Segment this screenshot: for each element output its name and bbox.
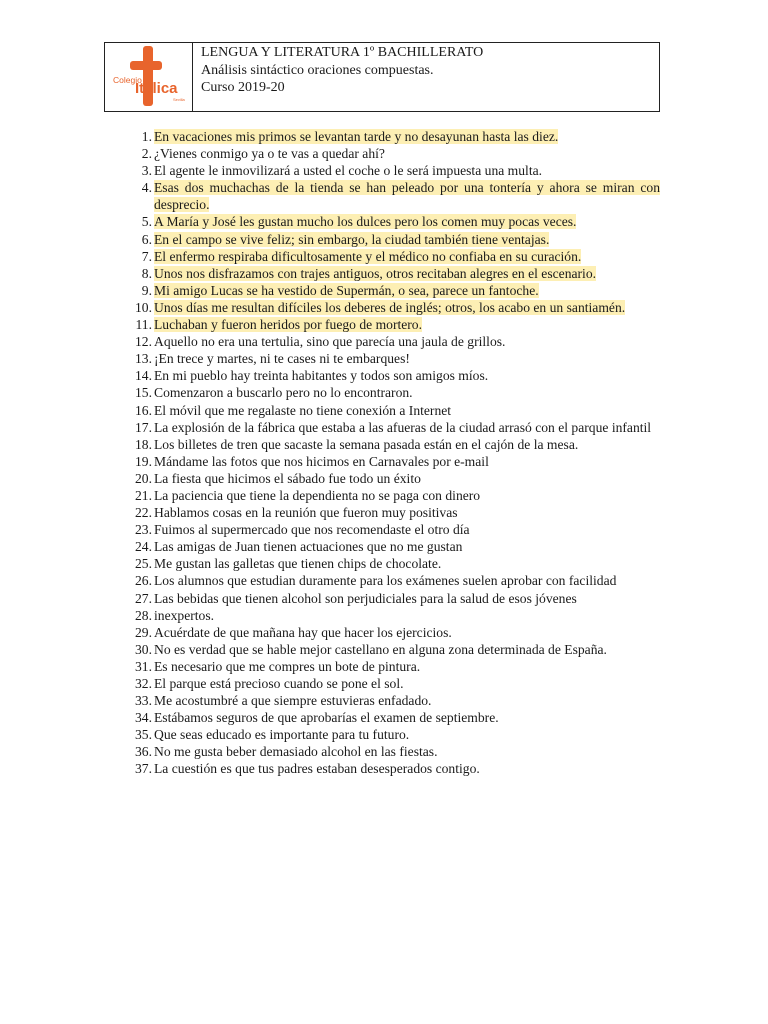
sentence-number: 34. [135,710,152,726]
sentence-item [128,521,660,538]
sentence-item [128,367,660,384]
sentence-text: La explosión de la fábrica que estaba a las afueras de la ciudad arrasó con el parque infantil [154,419,652,435]
sentence-text-block [154,265,660,282]
sentence-text-block [154,213,660,230]
sentence-text-block [154,709,660,726]
course-subtitle: Análisis sintáctico oraciones compuestas. [201,62,434,78]
sentence-text: Comenzaron a buscarlo pero no lo encontraron. [154,385,413,401]
sentence-text: Las bebidas que tienen alcohol son perjudiciales para la salud de esos jóvenes [154,590,577,606]
sentence-number: 16. [135,402,152,418]
sentence-number: 15. [135,385,152,401]
logo-text-colegio: Colegio [113,75,142,85]
sentence-item [128,419,660,436]
sentence-item [128,726,660,743]
sentence-item [128,504,660,521]
sentence-text-block [154,145,660,162]
sentence-text: Es necesario que me compres un bote de pintura. [154,658,421,674]
sentence-number: 33. [135,693,152,709]
sentence-text: ¿Vienes conmigo ya o te vas a quedar ahí? [154,146,385,162]
sentence-item [128,436,660,453]
sentence-number: 14. [135,368,152,384]
sentence-item [128,299,660,316]
sentence-text: Los alumnos que estudian duramente para los exámenes suelen aprobar con facilidad [154,573,617,589]
sentence-number: 23. [135,522,152,538]
sentence-number: 31. [135,658,152,674]
sentence-text: La fiesta que hicimos el sábado fue todo un éxito [154,470,421,486]
course-info [193,43,483,111]
sentence-item [128,402,660,419]
sentence-text-block [154,248,660,265]
sentence-item [128,760,660,777]
sentence-text-block [154,282,660,299]
sentence-text-block [154,624,660,641]
sentence-number: 35. [135,727,152,743]
sentence-text: Hablamos cosas en la reunión que fueron muy positivas [154,505,458,521]
sentence-text: Aquello no era una tertulia, sino que parecía una jaula de grillos. [154,334,506,350]
course-title: LENGUA Y LITERATURA 1º BACHILLERATO [201,45,484,60]
sentence-text: Las amigas de Juan tienen actuaciones que no me gustan [154,539,463,555]
sentence-text: Me acostumbré a que siempre estuvieras enfadado. [154,693,432,709]
sentence-text-block [154,572,660,589]
sentence-item [128,675,660,692]
sentence-text-block [154,231,660,248]
sentence-number: 5. [141,214,152,230]
sentence-item [128,248,660,265]
sentence-item [128,384,660,401]
sentence-text-block [154,675,660,692]
sentence-text: Unos días me resultan difíciles los deberes de inglés; otros, los acabo en un santiamén. [154,299,626,315]
sentence-item [128,641,660,658]
sentence-text: A María y José les gustan mucho los dulces pero los comen muy pocas veces. [154,214,577,230]
sentence-number: 20. [135,470,152,486]
sentence-item [128,590,660,607]
sentence-text: Los billetes de tren que sacaste la semana pasada están en el cajón de la mesa. [154,436,579,452]
sentence-number: 13. [135,351,152,367]
sentence-text-block [154,384,660,401]
sentence-item [128,692,660,709]
sentence-text-block [154,316,660,333]
sentence-item [128,333,660,350]
sentence-text-block [154,590,660,607]
sentence-text-block [154,162,660,179]
sentence-text-block [154,504,660,521]
sentence-text-block [154,179,660,213]
sentence-text-block [154,658,660,675]
sentence-text: Estábamos seguros de que aprobarías el examen de septiembre. [154,710,499,726]
sentence-text: En vacaciones mis primos se levantan tarde y no desayunan hasta las diez. [154,129,559,144]
sentence-item [128,213,660,230]
sentence-item [128,179,660,213]
sentence-number: 11. [135,317,152,333]
sentence-text: Me gustan las galletas que tienen chips de chocolate. [154,556,442,572]
sentence-text-block [154,641,660,658]
sentence-list [128,128,660,778]
sentence-text: La cuestión es que tus padres estaban desesperados contigo. [154,761,480,777]
header-table [104,42,660,112]
sentence-item [128,538,660,555]
sentence-text-block [154,692,660,709]
sentence-number: 17. [135,419,152,435]
sentence-item [128,231,660,248]
sentence-text-block [154,538,660,555]
sentence-number: 26. [135,573,152,589]
sentence-text: Esas dos muchachas de la tienda se han peleado por una tontería y ahora se miran con desprecio. [154,180,660,213]
sentence-number: 22. [135,505,152,521]
sentence-item [128,658,660,675]
sentence-item [128,743,660,760]
sentence-text-block [154,470,660,487]
sentence-text: El móvil que me regalaste no tiene conexión a Internet [154,402,452,418]
sentence-text-block [154,555,660,572]
course-year: Curso 2019-20 [201,80,285,95]
sentence-text: Mándame las fotos que nos hicimos en Carnavales por e-mail [154,453,489,469]
sentence-item [128,709,660,726]
sentence-number: 25. [135,556,152,572]
sentence-item [128,316,660,333]
cross-logo-icon [105,43,193,111]
sentence-item [128,607,660,624]
sentence-number: 19. [135,453,152,469]
sentence-text-block [154,436,660,453]
sentence-number: 24. [135,539,152,555]
sentence-number: 6. [141,231,152,247]
sentence-number: 12. [135,334,152,350]
sentence-number: 7. [141,248,152,264]
logo-text-italica: Itálica [135,80,178,97]
sentence-text: En el campo se vive feliz; sin embargo, la ciudad también tiene ventajas. [154,231,550,247]
sentence-number: 32. [135,676,152,691]
sentence-text-block [154,607,660,624]
sentence-item [128,487,660,504]
sentence-text: ¡En trece y martes, ni te cases ni te embarques! [154,351,410,367]
sentence-number: 18. [135,436,152,452]
sentence-text-block [154,299,660,316]
sentence-text-block [154,350,660,367]
sentence-number: 2. [141,146,152,162]
sentence-text: El agente le inmovilizará a usted el coche o le será impuesta una multa. [154,163,543,179]
sentence-text-block [154,487,660,504]
sentence-item [128,555,660,572]
sentence-text: Mi amigo Lucas se ha vestido de Supermán, o sea, parece un fantoche. [154,282,539,298]
sentence-text: Luchaban y fueron heridos por fuego de mortero. [154,317,423,333]
sentence-text-block [154,419,660,436]
sentence-number: 21. [135,487,152,503]
sentence-item [128,162,660,179]
sentence-item [128,145,660,162]
sentence-text: No me gusta beber demasiado alcohol en las fiestas. [154,744,438,760]
sentence-text-block [154,743,660,760]
sentence-number: 4. [141,180,152,196]
sentence-text: Acuérdate de que mañana hay que hacer los ejercicios. [154,624,452,640]
sentence-text-block [154,128,660,145]
sentence-text: La paciencia que tiene la dependienta no se paga con dinero [154,487,481,503]
sentence-text: No es verdad que se hable mejor castellano en alguna zona determinada de España. [154,641,607,657]
sentence-text: inexpertos. [154,607,215,623]
sentence-number: 3. [141,163,152,179]
sentence-number: 37. [135,761,152,777]
sentence-item [128,265,660,282]
sentence-number: 27. [135,590,152,606]
sentence-text: El parque está precioso cuando se pone el sol. [154,676,404,691]
sentence-item [128,624,660,641]
sentence-text-block [154,333,660,350]
sentence-text: Fuimos al supermercado que nos recomendaste el otro día [154,522,470,538]
sentence-text-block [154,402,660,419]
sentence-number: 8. [141,265,152,281]
sentence-item [128,350,660,367]
sentence-text: En mi pueblo hay treinta habitantes y todos son amigos míos. [154,368,489,384]
sentence-number: 30. [135,641,152,657]
sentence-item [128,282,660,299]
sentence-text-block [154,521,660,538]
school-logo [105,43,193,111]
sentence-number: 28. [135,607,152,623]
sentence-text: Que seas educado es importante para tu futuro. [154,727,410,743]
sentence-text-block [154,760,660,777]
sentence-number: 29. [135,624,152,640]
sentence-text-block [154,726,660,743]
logo-text-sevilla: Sevilla [173,97,185,102]
sentence-number: 9. [141,282,152,298]
sentence-text-block [154,453,660,470]
sentence-item [128,453,660,470]
sentence-number: 10. [135,299,152,315]
sentence-text: El enfermo respiraba dificultosamente y el médico no confiaba en su curación. [154,248,582,264]
sentence-text: Unos nos disfrazamos con trajes antiguos, otros recitaban alegres en el escenario. [154,265,597,281]
sentence-number: 1. [141,129,152,144]
sentence-item [128,470,660,487]
sentence-number: 36. [135,744,152,760]
sentence-text-block [154,367,660,384]
sentence-item [128,128,660,145]
sentence-item [128,572,660,589]
